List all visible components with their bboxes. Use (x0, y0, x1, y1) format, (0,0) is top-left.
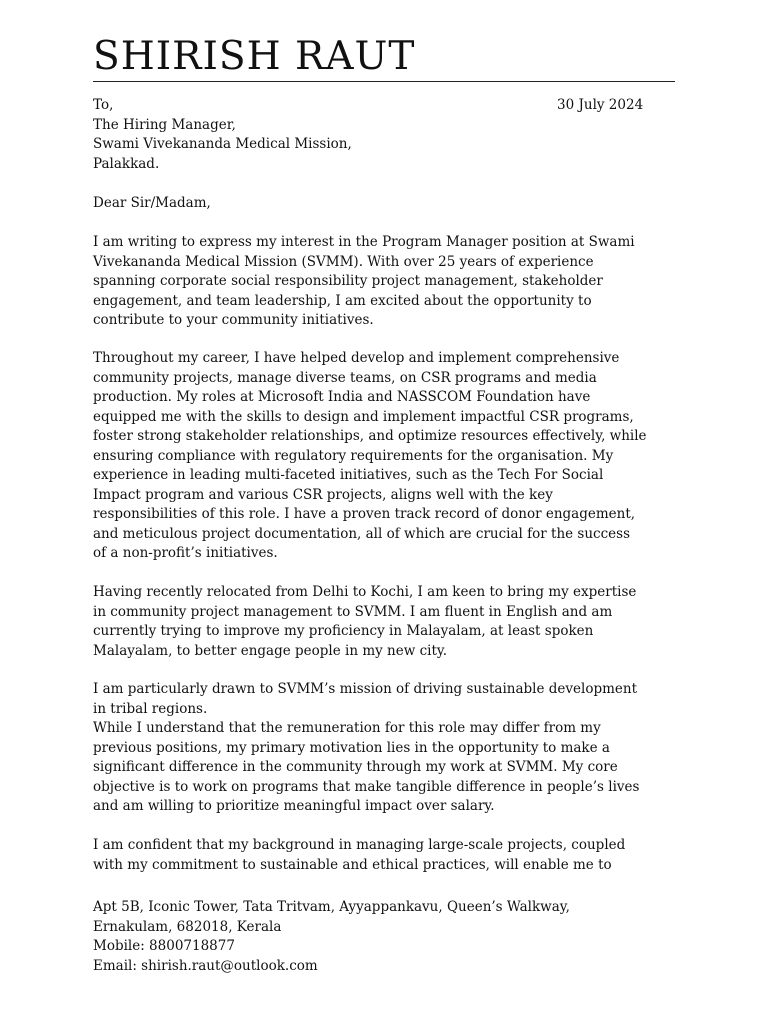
paragraph-introduction (93, 233, 683, 331)
contact-city: Ernakulam, 682018, Kerala (93, 918, 282, 935)
paragraph-experience (93, 349, 683, 564)
applicant-name: SHIRISH RAUT (93, 34, 416, 79)
paragraph-line: I am writing to express my interest in the Program Manager position at Swami (93, 234, 635, 250)
paragraph-line: contribute to your community initiatives. (93, 312, 374, 328)
paragraph-line: community projects, manage diverse teams, on CSR programs and media (93, 369, 597, 386)
addressee-line: Palakkad. (93, 155, 160, 172)
paragraph-line: and meticulous project documentation, all of which are crucial for the success (93, 525, 631, 542)
paragraph-motivation (93, 680, 683, 817)
paragraph-line: While I understand that the remuneration for this role may differ from my (93, 720, 601, 736)
paragraph-line: I am particularly drawn to SVMM’s mission of driving sustainable development (93, 681, 638, 697)
paragraph-line: Malayalam, to better engage people in my new city. (93, 642, 447, 659)
contact-mobile: Mobile: 8800718877 (93, 938, 235, 954)
addressee-line: To, (93, 97, 114, 113)
paragraph-line: ensuring compliance with regulatory requirements for the organisation. My (93, 447, 614, 464)
contact-email: Email: shirish.raut@outlook.com (93, 957, 318, 974)
paragraph-line: equipped me with the skills to design and implement impactful CSR programs, (93, 408, 634, 425)
letter-date: 30 July 2024 (557, 97, 644, 113)
salutation: Dear Sir/Madam, (93, 195, 211, 211)
header-divider (93, 81, 675, 82)
paragraph-line: foster strong stakeholder relationships, and optimize resources effectively, while (93, 428, 647, 444)
contact-block (93, 898, 570, 976)
paragraph-line: and am willing to prioritize meaningful impact over salary. (93, 798, 495, 814)
addressee-line: The Hiring Manager, (93, 116, 236, 133)
paragraph-line: in community project management to SVMM. I am fluent in English and am (93, 603, 613, 620)
paragraph-line: in tribal regions. (93, 700, 208, 717)
paragraph-line: responsibilities of this role. I have a proven track record of donor engagement, (93, 506, 636, 522)
contact-address: Apt 5B, Iconic Tower, Tata Tritvam, Ayyappankavu, Queen’s Walkway, (93, 899, 570, 915)
paragraph-line: with my commitment to sustainable and ethical practices, will enable me to (93, 856, 612, 873)
paragraph-line: spanning corporate social responsibility project management, stakeholder (93, 273, 603, 289)
paragraph-line: previous positions, my primary motivation lies in the opportunity to make a (93, 739, 610, 756)
paragraph-line: Having recently relocated from Delhi to Kochi, I am keen to bring my expertise (93, 584, 637, 600)
paragraph-line: currently trying to improve my proficiency in Malayalam, at least spoken (93, 623, 594, 639)
paragraph-line: production. My roles at Microsoft India and NASSCOM Foundation have (93, 389, 591, 405)
paragraph-closing (93, 836, 683, 875)
paragraph-line: Throughout my career, I have helped develop and implement comprehensive (93, 350, 620, 366)
paragraph-line: significant difference in the community through my work at SVMM. My core (93, 759, 618, 775)
paragraph-relocation (93, 583, 683, 661)
paragraph-line: Impact program and various CSR projects, aligns well with the key (93, 486, 553, 503)
paragraph-line: objective is to work on programs that make tangible difference in people’s lives (93, 778, 640, 795)
addressee-block (93, 96, 352, 174)
paragraph-line: Vivekananda Medical Mission (SVMM). With over 25 years of experience (93, 253, 594, 270)
paragraph-line: engagement, and team leadership, I am excited about the opportunity to (93, 292, 592, 309)
paragraph-line: of a non-profit’s initiatives. (93, 545, 278, 561)
paragraph-line: I am confident that my background in managing large-scale projects, coupled (93, 837, 626, 853)
paragraph-line: experience in leading multi-faceted initiatives, such as the Tech For Social (93, 467, 604, 483)
addressee-line: Swami Vivekananda Medical Mission, (93, 136, 352, 152)
